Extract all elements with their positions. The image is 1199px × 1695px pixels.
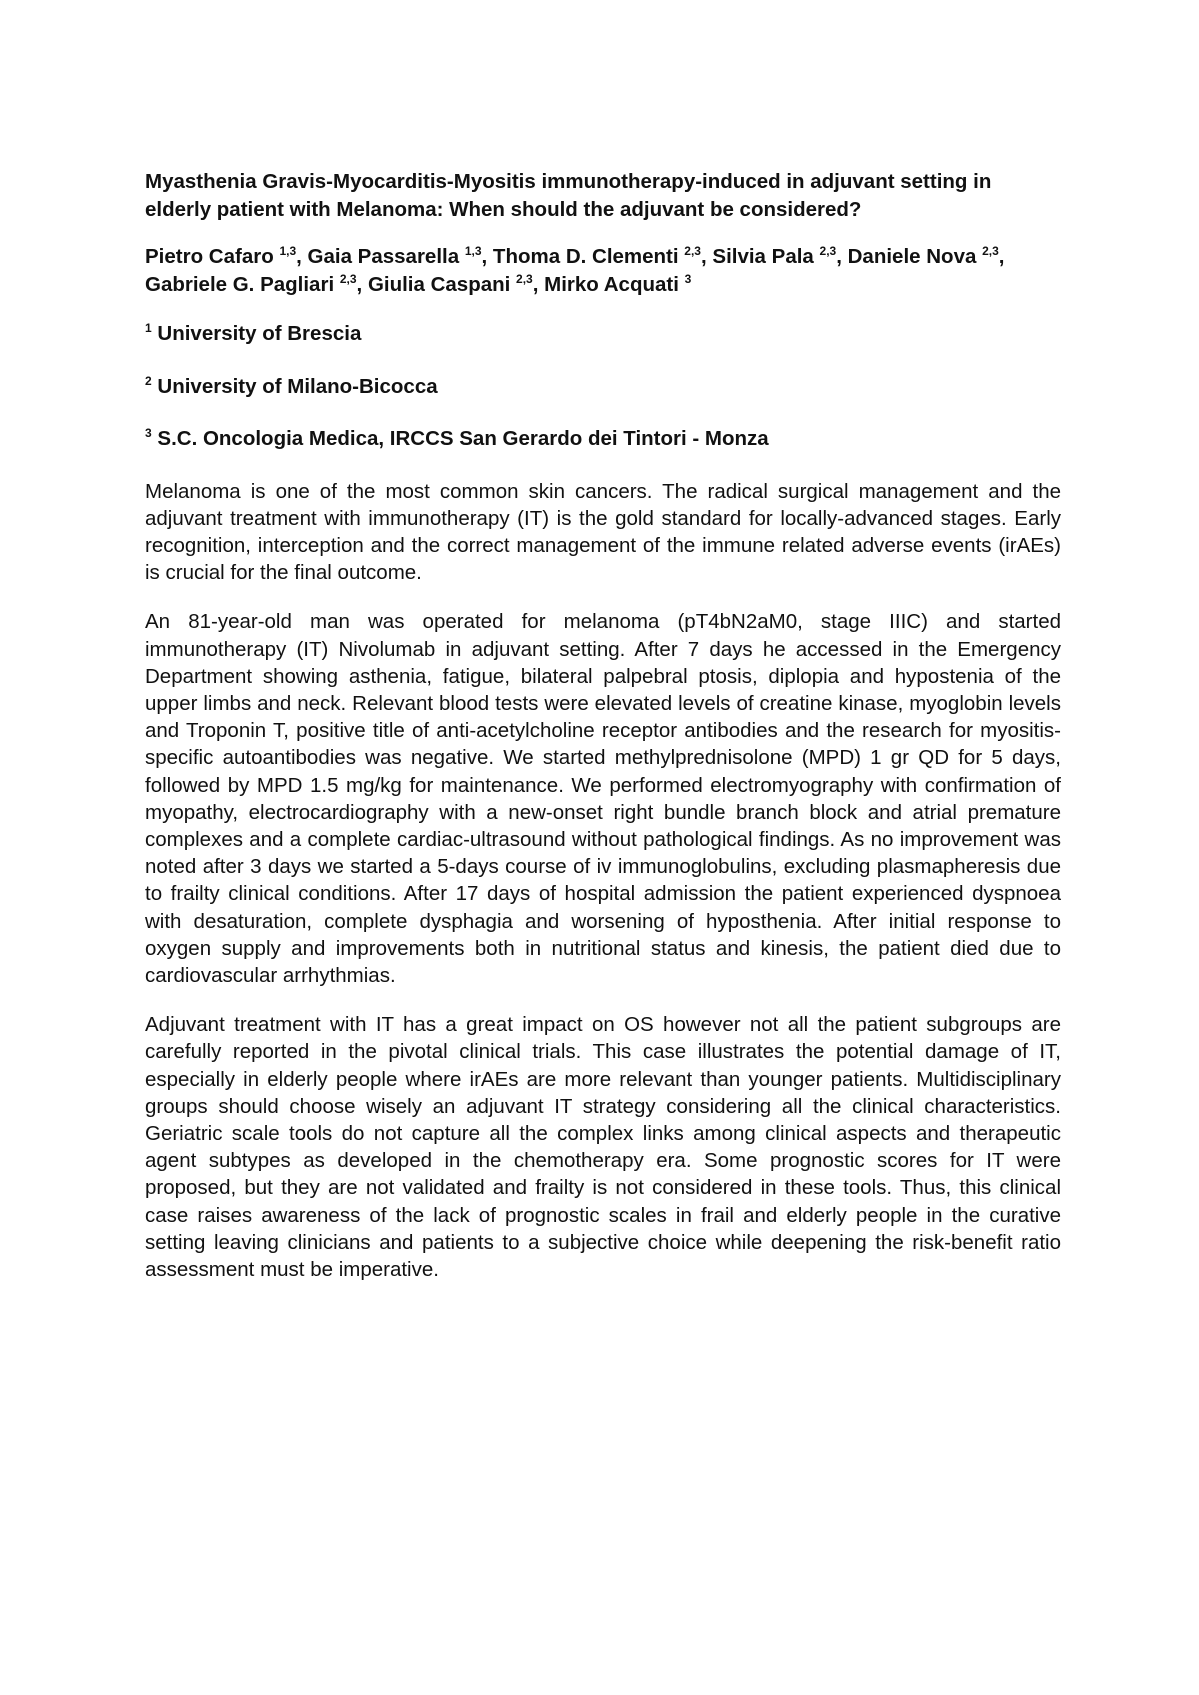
author-name: Mirko Acquati xyxy=(544,272,679,296)
author-name: Thoma D. Clementi xyxy=(492,245,679,268)
author-name: Pietro Cafaro xyxy=(145,245,274,268)
author xyxy=(712,245,836,268)
author xyxy=(544,273,691,296)
author-name: Giulia Caspani xyxy=(367,272,511,296)
paragraph-discussion: Adjuvant treatment with IT has a great impact on OS however not all the patient subgroups are carefully reported in the pivotal clinical trials. This case illustrates the potential damage of IT, especially in elderly people where irAEs are more relevant than younger patients. Multidisciplinary groups should choose wisely an adjuvant IT strategy considering all the clinical characteristics. Geriatric scale tools do not capture all the complex links among clinical aspects and therapeutic agent subtypes as developed in the chemotherapy era. Some prognostic scores for IT were proposed, but they are not validated and frailty is not considered in these tools. Thus, this clinical case raises awareness of the lack of prognostic scales in frail and elderly people in the curative setting leaving clinicians and patients to a subjective choice while deepening the risk-benefit ratio assessment must be imperative. xyxy=(145,1013,1061,1281)
author xyxy=(308,245,482,268)
author-list: Pietro Cafaro $^{1,3}$, Gaia Passarella $^{1,3}$, Thoma D. Clementi $^{2,3}$, Silvia Pala $^{2,3}$, Daniele Nova $^{2,3}$, Gabriele G. Pagliari $^{2,3}$, Giulia Caspani $^{2,3}$, Mirko Acquati $^3$ xyxy=(145,244,1005,296)
author xyxy=(848,245,999,268)
affiliation-name: S.C. Oncologia Medica, IRCCS San Gerardo dei Tintori - Monza xyxy=(157,427,769,450)
affiliation-name: University of Milano-Bicocca xyxy=(157,374,438,398)
author-affiliation-marker: 1,3 xyxy=(464,244,482,258)
affiliation-number: 2 xyxy=(145,373,152,388)
author-name: Gabriele G. Pagliari xyxy=(145,272,335,296)
affiliation-2 xyxy=(145,373,1061,401)
author-name: Daniele Nova xyxy=(847,245,977,268)
author xyxy=(145,273,357,296)
affiliation-3 xyxy=(145,425,1061,453)
paragraph-background: Melanoma is one of the most common skin cancers. The radical surgical management and the adjuvant treatment with immunotherapy (IT) is the gold standard for locally-advanced stages. Early recognition, interception and the correct management of the immune related adverse events (irAEs) is crucial for the final outcome. xyxy=(145,479,1061,585)
author-affiliation-marker: 2,3 xyxy=(516,271,533,286)
author-affiliation-marker: 2,3 xyxy=(339,271,357,286)
affiliation-name: University of Brescia xyxy=(157,322,362,345)
author-name: Silvia Pala xyxy=(712,245,814,268)
affiliation-number: 1 xyxy=(145,321,152,335)
author-affiliation-marker: 2,3 xyxy=(819,244,837,258)
author-name: Gaia Passarella xyxy=(307,245,460,268)
author-affiliation-marker: 2,3 xyxy=(982,244,999,258)
affiliation-number: 3 xyxy=(145,426,152,440)
document-title: Myasthenia Gravis-Myocarditis-Myositis immunotherapy-induced in adjuvant setting in elderly patient with Melanoma: When should the adjuvant be considered? xyxy=(145,170,992,221)
document-page xyxy=(145,168,1061,1283)
author xyxy=(368,273,533,296)
author-affiliation-marker: 1,3 xyxy=(279,244,297,258)
paragraph-case-report: An 81-year-old man was operated for melanoma (pT4bN2aM0, stage IIIC) and started immunotherapy (IT) Nivolumab in adjuvant setting. After 7 days he accessed in the Emergency Department showing asthenia, fatigue, bilateral palpebral ptosis, diplopia and hypostenia of the upper limbs and neck. Relevant blood tests were elevated levels of creatine kinase, myoglobin levels and Troponin T, positive title of anti-acetylcholine receptor antibodies and the research for myositis-specific autoantibodies was negative. We started methylprednisolone (MPD) 1 gr QD for 5 days, followed by MPD 1.5 mg/kg for maintenance. We performed electromyography with confirmation of myopathy, electrocardiography with a new-onset right bundle branch block and atrial premature complexes and a complete cardiac-ultrasound without pathological findings. As no improvement was noted after 3 days we started a 5-days course of iv immunoglobulins, excluding plasmapheresis due to frailty clinical conditions. After 17 days of hospital admission the patient experienced dyspnoea with desaturation, complete dysphagia and worsening of hyposthenia. After initial response to oxygen supply and improvements both in nutritional status and kinesis, the patient died due to cardiovascular arrhythmias. xyxy=(145,610,1061,987)
author xyxy=(493,245,701,268)
affiliation-1 xyxy=(145,320,1061,348)
author xyxy=(145,245,296,268)
author-affiliation-marker: 2,3 xyxy=(684,244,701,258)
author-affiliation-marker: 3 xyxy=(684,271,692,286)
